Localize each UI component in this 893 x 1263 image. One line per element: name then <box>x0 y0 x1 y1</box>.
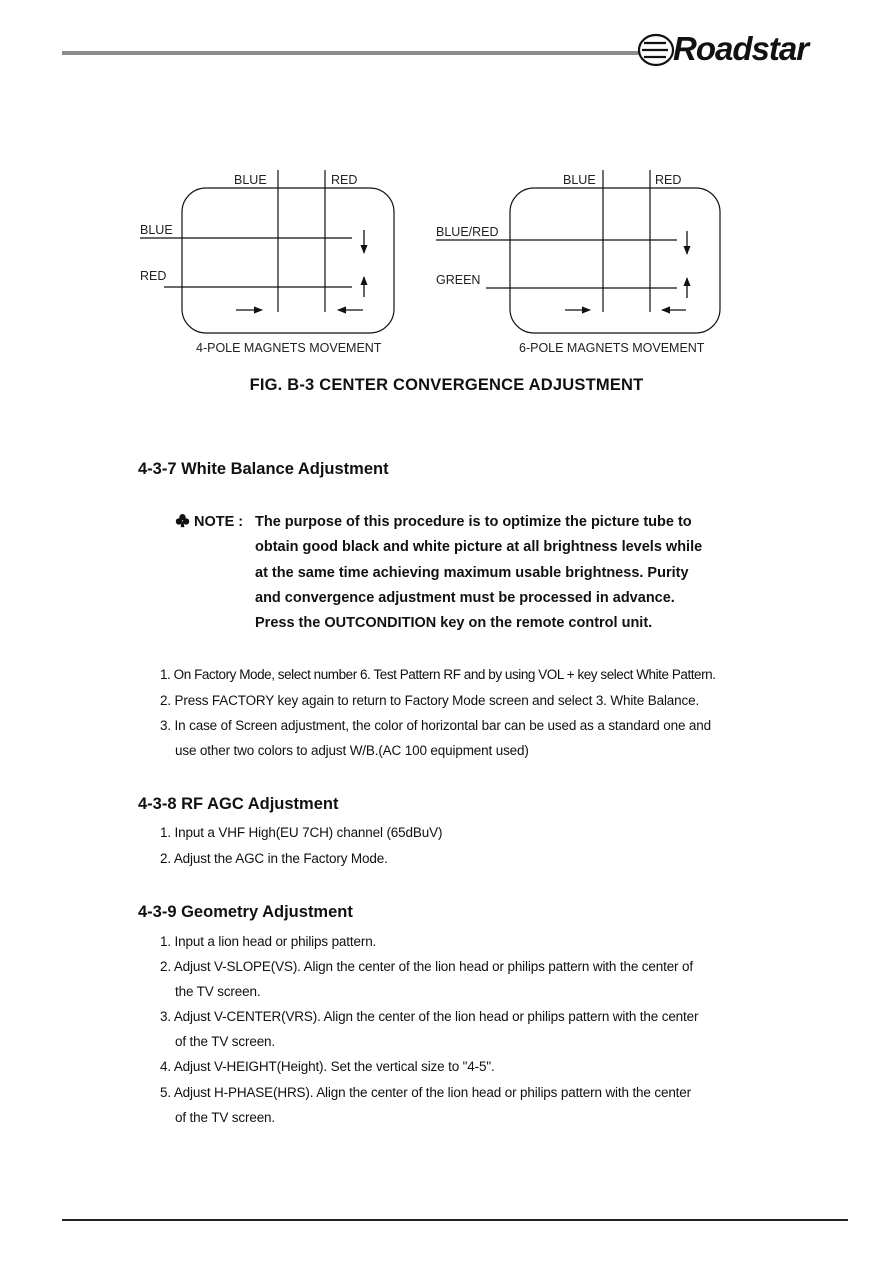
list-item: 3. In case of Screen adjustment, the color of horizontal bar can be used as a standard one and <box>160 718 712 733</box>
left-side-label-red: RED <box>140 269 167 283</box>
right-arrows <box>565 231 687 310</box>
left-side-label-blue: BLUE <box>140 223 173 237</box>
footer-rule <box>62 1219 848 1221</box>
note-body <box>255 510 775 636</box>
right-top-label-red: RED <box>655 173 682 187</box>
list-item: use other two colors to adjust W/B.(AC 100 equipment used) <box>175 743 529 758</box>
note-line: Press the OUTCONDITION key on the remote control unit. <box>255 615 653 632</box>
list-item: 3. Adjust V-CENTER(VRS). Align the center of the lion head or philips pattern with the center <box>160 1009 699 1024</box>
left-top-label-red: RED <box>331 173 358 187</box>
list-item: of the TV screen. <box>175 1110 276 1125</box>
logo-wordmark: Roadstar <box>673 30 809 67</box>
note-line: and convergence adjustment must be processed in advance. <box>255 589 675 606</box>
list-item: 1. Input a lion head or philips pattern. <box>160 934 377 949</box>
right-side-label-green: GREEN <box>436 273 481 287</box>
note-line: obtain good black and white picture at all brightness levels while <box>255 539 703 556</box>
header-rule <box>62 51 640 55</box>
list-item: 1. Input a VHF High(EU 7CH) channel (65dBuV) <box>160 825 443 840</box>
note-line: at the same time achieving maximum usable brightness. Purity <box>255 564 689 581</box>
section-title-geometry: 4-3-9 Geometry Adjustment <box>138 903 353 921</box>
left-arrows <box>236 230 364 310</box>
list-item: of the TV screen. <box>175 1034 276 1049</box>
right-diagram-caption: 6-POLE MAGNETS MOVEMENT <box>519 341 705 355</box>
convergence-diagram <box>130 160 750 370</box>
right-top-label-blue: BLUE <box>563 173 596 187</box>
convergence-figure <box>130 160 750 370</box>
note-line: The purpose of this procedure is to optimize the picture tube to <box>255 514 692 530</box>
list-item: 1. On Factory Mode, select number 6. Test Pattern RF and by using VOL + key select White Pattern. <box>160 667 716 682</box>
left-diagram-caption: 4-POLE MAGNETS MOVEMENT <box>196 341 382 355</box>
section-title-white-balance: 4-3-7 White Balance Adjustment <box>138 460 389 478</box>
figure-caption: FIG. B-3 CENTER CONVERGENCE ADJUSTMENT <box>249 376 644 394</box>
logo-emblem-icon <box>636 29 676 71</box>
left-diagram-lines <box>140 170 394 333</box>
list-item: 2. Adjust the AGC in the Factory Mode. <box>160 851 388 866</box>
list-item: 4. Adjust V-HEIGHT(Height). Set the vertical size to "4-5". <box>160 1059 495 1074</box>
list-item: the TV screen. <box>175 984 261 999</box>
list-item: 2. Adjust V-SLOPE(VS). Align the center of the lion head or philips pattern with the center of <box>160 959 693 974</box>
left-top-label-blue: BLUE <box>234 173 267 187</box>
note-lead <box>175 510 243 537</box>
right-side-label-blue-red: BLUE/RED <box>436 225 499 239</box>
note-label: NOTE : <box>194 514 244 530</box>
list-item: 2. Press FACTORY key again to return to Factory Mode screen and select 3. White Balance. <box>160 693 700 708</box>
club-icon <box>175 512 190 537</box>
right-diagram-lines <box>436 170 720 333</box>
list-item: 5. Adjust H-PHASE(HRS). Align the center of the lion head or philips pattern with the center <box>160 1085 691 1100</box>
roadstar-logo <box>636 29 851 71</box>
section-title-rf-agc: 4-3-8 RF AGC Adjustment <box>138 795 339 813</box>
